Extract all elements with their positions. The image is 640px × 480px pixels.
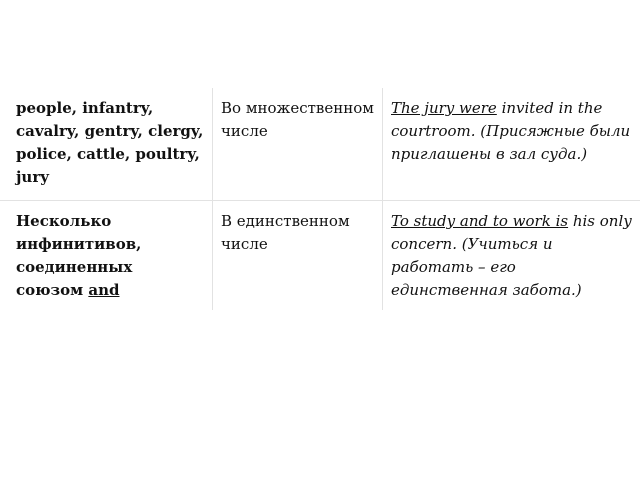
term-cell [0,200,212,310]
example-underlined-text: To study and to work is [391,212,569,230]
table-row [0,200,640,310]
term-cell [0,88,212,200]
example-text: invited in the courtroom. (Присяжные были приглашены в зал суда.) [391,99,631,163]
table-row [0,88,640,200]
number-cell [212,88,382,200]
term-underlined-text: and [88,281,120,299]
example-underlined-text: The jury were [391,99,497,117]
example-text: his only concern. (Учиться и работать – его единственная забота.) [391,212,632,299]
number-text: В единственном числе [221,212,350,253]
grammar-table [0,88,640,310]
term-text: Несколько инфинитивов, соединенных союзом [16,212,142,299]
example-cell [382,88,640,200]
number-cell [212,200,382,310]
number-text: Во множественном числе [221,99,374,140]
term-text: people, infantry, cavalry, gentry, clergy, police, cattle, poultry, jury [16,99,204,186]
example-cell [382,200,640,310]
